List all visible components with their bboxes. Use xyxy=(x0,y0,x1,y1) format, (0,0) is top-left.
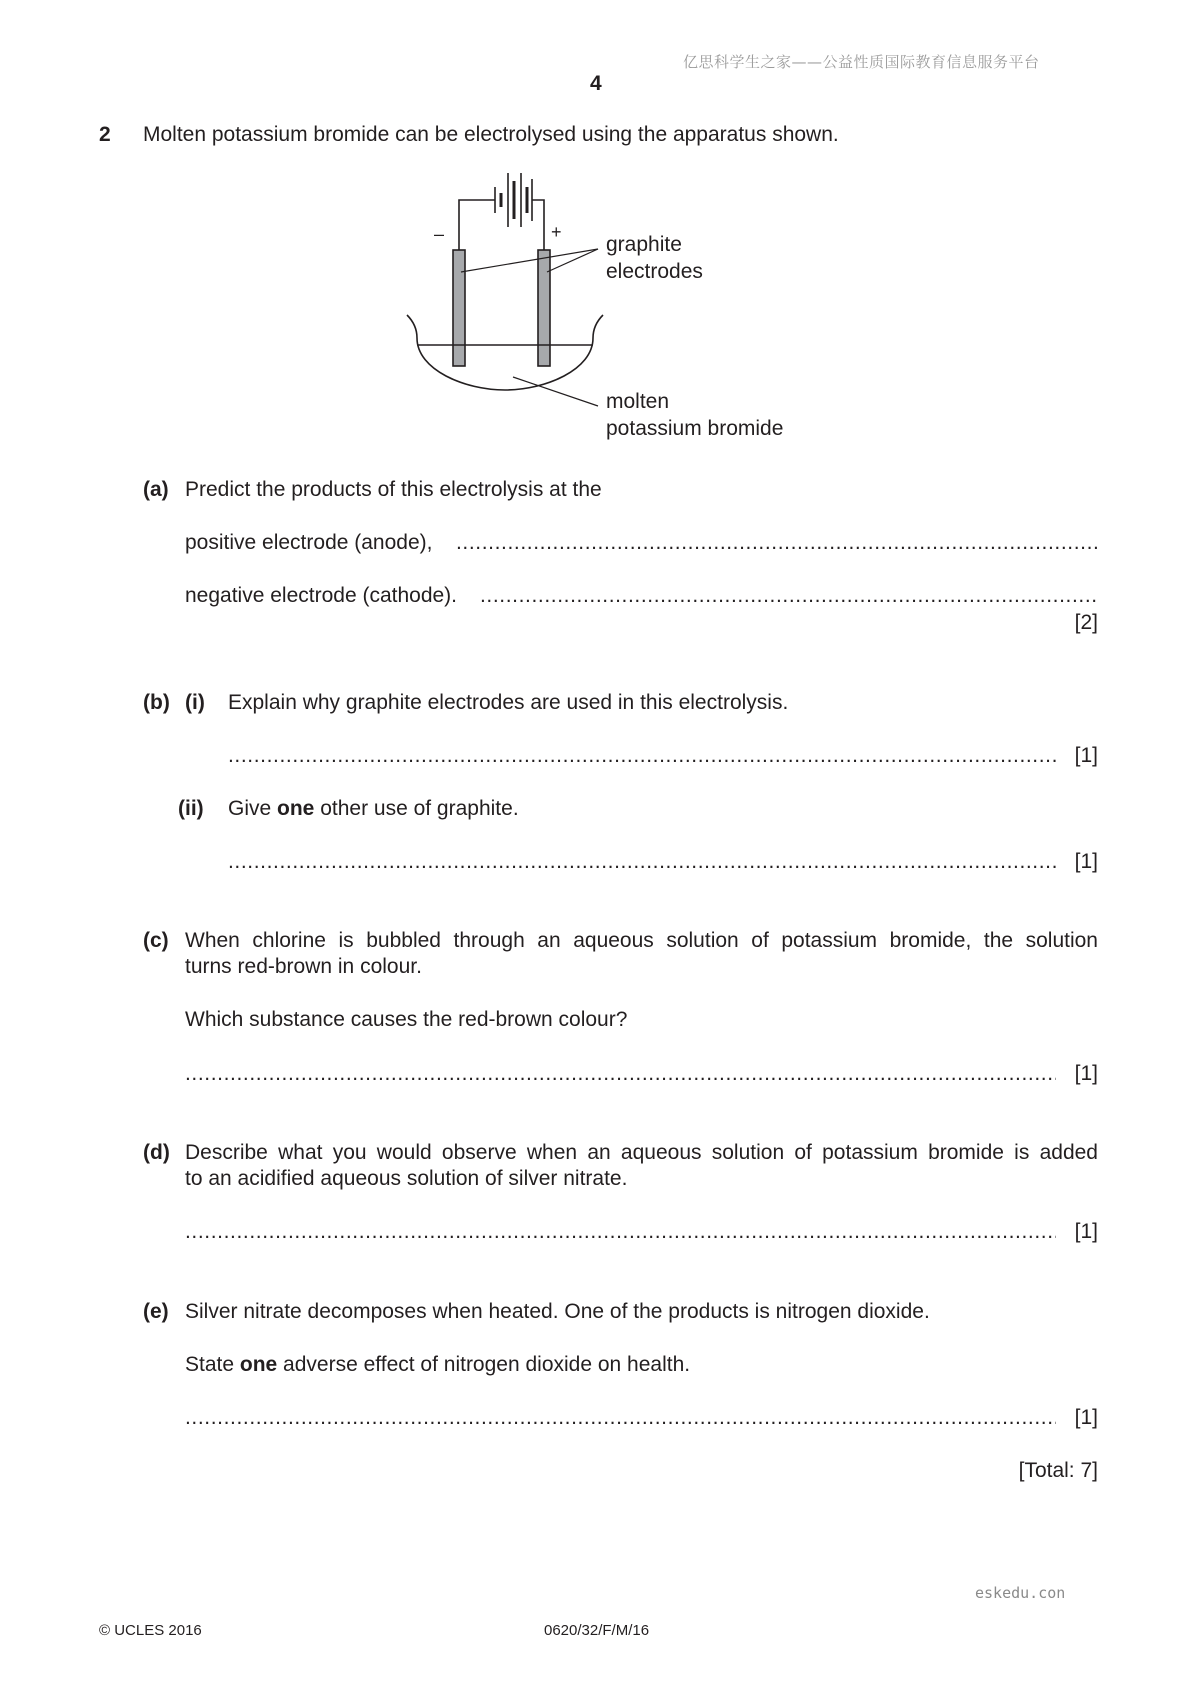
site-watermark: eskedu.con xyxy=(975,1584,1066,1602)
part-d-label: (d) xyxy=(143,1141,170,1164)
leader-line xyxy=(547,249,598,272)
part-b-i-label: (i) xyxy=(185,691,205,714)
page-number: 4 xyxy=(590,72,602,95)
part-a-marks: [2] xyxy=(1074,611,1098,634)
watermark: 亿思科学生之家——公益性质国际教育信息服务平台 xyxy=(683,53,1040,71)
part-b-ii-label: (ii) xyxy=(178,797,204,820)
crucible xyxy=(407,315,603,390)
negative-sign: – xyxy=(434,224,445,244)
positive-electrode xyxy=(538,250,550,366)
emphasis-one: one xyxy=(239,1353,278,1376)
emphasis-one: one xyxy=(277,797,315,820)
part-b-i-text: Explain why graphite electrodes are used in this electrolysis. xyxy=(228,691,789,714)
part-d-line1: Describe what you would observe when an aqueous solution of potassium bromide is added xyxy=(185,1141,1098,1164)
answer-line-b-ii[interactable] xyxy=(228,851,1056,875)
answer-line-anode[interactable] xyxy=(456,532,1097,556)
part-b-ii-marks: [1] xyxy=(1074,850,1098,873)
answer-line-d[interactable] xyxy=(185,1221,1056,1245)
melt-label-line1: molten xyxy=(606,390,670,413)
part-e-marks: [1] xyxy=(1074,1406,1098,1429)
circuit-wire-left xyxy=(459,200,495,250)
part-e-question xyxy=(185,1354,690,1375)
answer-line-b-i[interactable] xyxy=(228,745,1056,769)
part-d-marks: [1] xyxy=(1074,1220,1098,1243)
text-run: State xyxy=(185,1353,240,1376)
part-c-line1: When chlorine is bubbled through an aqueous solution of potassium bromide, the solution xyxy=(185,929,1098,952)
part-b-i-marks: [1] xyxy=(1074,744,1098,767)
circuit-wire-right xyxy=(532,200,544,250)
electrodes-label-line2: electrodes xyxy=(606,260,703,283)
battery-icon xyxy=(495,173,532,227)
text-run: adverse effect of nitrogen dioxide on health. xyxy=(277,1353,691,1376)
part-c-question: Which substance causes the red-brown colour? xyxy=(185,1008,628,1031)
copyright: © UCLES 2016 xyxy=(99,1622,202,1639)
part-d-line2: to an acidified aqueous solution of silver nitrate. xyxy=(185,1167,628,1190)
part-a-cathode-label: negative electrode (cathode). xyxy=(185,584,458,607)
question-stem: Molten potassium bromide can be electrolysed using the apparatus shown. xyxy=(143,123,839,146)
total-marks: [Total: 7] xyxy=(1018,1459,1098,1482)
text-run: Give xyxy=(228,797,278,820)
part-a-anode-label: positive electrode (anode), xyxy=(185,531,433,554)
part-a-label: (a) xyxy=(143,478,169,501)
melt-label-line2: potassium bromide xyxy=(606,417,784,440)
part-b-ii-text xyxy=(228,798,519,819)
part-c-line2: turns red-brown in colour. xyxy=(185,955,422,978)
answer-line-cathode[interactable] xyxy=(480,585,1097,609)
part-e-line1: Silver nitrate decomposes when heated. One of the products is nitrogen dioxide. xyxy=(185,1300,930,1323)
text-run: other use of graphite. xyxy=(314,797,519,820)
electrodes-label-line1: graphite xyxy=(606,233,682,256)
part-c-label: (c) xyxy=(143,929,169,952)
answer-line-c[interactable] xyxy=(185,1063,1056,1087)
leader-line xyxy=(513,377,598,406)
electrolysis-diagram xyxy=(395,165,815,450)
positive-sign: + xyxy=(551,222,562,242)
part-e-label: (e) xyxy=(143,1300,169,1323)
negative-electrode xyxy=(453,250,465,366)
question-number: 2 xyxy=(99,123,111,146)
answer-line-e[interactable] xyxy=(185,1407,1056,1431)
part-c-marks: [1] xyxy=(1074,1062,1098,1085)
paper-code: 0620/32/F/M/16 xyxy=(544,1622,650,1639)
part-b-label: (b) xyxy=(143,691,170,714)
part-a-text: Predict the products of this electrolysis at the xyxy=(185,478,602,501)
leader-line xyxy=(461,249,598,272)
